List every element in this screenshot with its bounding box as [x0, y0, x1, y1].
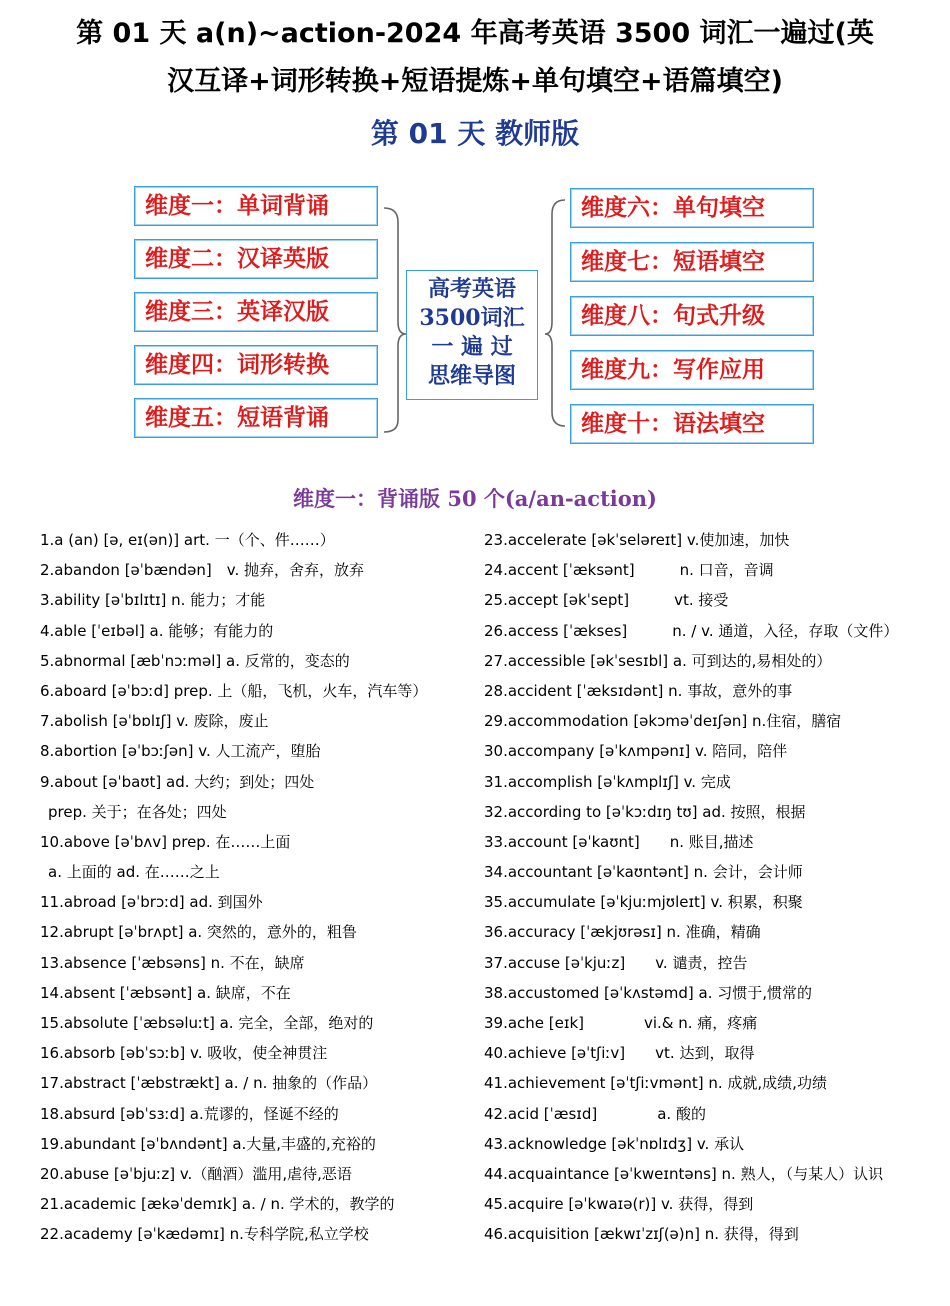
- vocab-entry: 46.acquisition [ækwɪˈzɪʃ(ə)n] n. 获得，得到: [484, 1225, 799, 1244]
- dimension-box-7: 维度七：短语填空: [570, 242, 814, 282]
- vocab-entry: 6.aboard [əˈbɔːd] prep. 上（船，飞机，火车，汽车等）: [40, 681, 428, 700]
- section-title: 维度一：背诵版 50 个(a/an-action): [293, 486, 657, 511]
- dimension-box-9: 维度九：写作应用: [570, 350, 814, 390]
- dimension-box-4: 维度四：词形转换: [134, 345, 378, 385]
- vocab-entry: 33.account [əˈkaʊnt] n. 账目,描述: [484, 832, 754, 851]
- vocab-entry: 30.accompany [əˈkʌmpənɪ] v. 陪同，陪伴: [484, 742, 788, 761]
- vocab-entry: 41.achievement [əˈtʃiːvmənt] n. 成就,成绩,功绩: [484, 1074, 827, 1093]
- vocab-entry: 20.abuse [əˈbjuːz] v.（酗酒）滥用,虐待,恶语: [40, 1164, 352, 1183]
- vocab-entry: 15.absolute [ˈæbsəluːt] a. 完全，全部，绝对的: [40, 1014, 374, 1032]
- vocab-entry: 24.accent [ˈæksənt] n. 口音，音调: [484, 561, 774, 580]
- vocab-entry: 2.abandon [əˈbændən] v. 抛弃，舍弃，放弃: [40, 561, 365, 580]
- vocab-entry: 23.accelerate [əkˈseləreɪt] v.使加速，加快: [484, 531, 790, 549]
- dimension-box-8: 维度八：句式升级: [570, 296, 814, 336]
- vocab-entry: 7.abolish [əˈbɒlɪʃ] v. 废除，废止: [40, 712, 269, 731]
- vocab-entry: 13.absence [ˈæbsəns] n. 不在，缺席: [40, 953, 305, 972]
- vocab-entry: 26.access [ˈækses] n. / v. 通道，入径，存取（文件）: [484, 621, 899, 640]
- vocab-entry: 43.acknowledge [əkˈnɒlɪdʒ] v. 承认: [484, 1134, 745, 1153]
- dimension-box-10: 维度十：语法填空: [570, 404, 814, 444]
- vocab-entry: 34.accountant [əˈkaʊntənt] n. 会计，会计师: [484, 863, 803, 882]
- vocab-entry: 37.accuse [əˈkjuːz] v. 谴责，控告: [484, 953, 748, 972]
- dimension-box-2: 维度二：汉译英版: [134, 239, 378, 279]
- center-line-1: 高考英语: [427, 276, 516, 302]
- mindmap-center: [406, 270, 538, 400]
- vocab-entry: 36.accuracy [ˈækjʊrəsɪ] n. 准确，精确: [484, 923, 761, 942]
- vocab-entry: 32.according to [əˈkɔːdɪŋ tʊ] ad. 按照，根据: [484, 802, 806, 821]
- vocab-entry: 22.academy [əˈkædəmɪ] n.专科学院,私立学校: [40, 1225, 369, 1244]
- vocab-column-left: [40, 525, 460, 1250]
- center-line-2: 3500词汇: [419, 305, 525, 331]
- vocab-entry: 14.absent [ˈæbsənt] a. 缺席，不在: [40, 983, 291, 1002]
- center-line-4: 思维导图: [427, 363, 516, 389]
- dimension-box-1: 维度一：单词背诵: [134, 186, 378, 226]
- vocab-entry: 16.absorb [əbˈsɔːb] v. 吸收，使全神贯注: [40, 1044, 328, 1063]
- vocab-entry: 21.academic [ækəˈdemɪk] a. / n. 学术的，教学的: [40, 1195, 395, 1214]
- vocab-entry: 40.achieve [əˈtʃiːv] vt. 达到，取得: [484, 1044, 755, 1063]
- vocab-entry: 8.abortion [əˈbɔːʃən] v. 人工流产，堕胎: [40, 742, 321, 761]
- center-line-3: 一 遍 过: [431, 334, 513, 360]
- vocab-entry: 28.accident [ˈæksɪdənt] n. 事故，意外的事: [484, 681, 793, 700]
- vocab-entry: 39.ache [eɪk] vi.& n. 痛，疼痛: [484, 1014, 758, 1032]
- dimension-box-6: 维度六：单句填空: [570, 188, 814, 228]
- vocab-entry: 25.accept [əkˈsept] vt. 接受: [484, 591, 729, 610]
- vocab-entry: 5.abnormal [æbˈnɔːməl] a. 反常的，变态的: [40, 651, 350, 670]
- vocab-entry: 29.accommodation [əkɔməˈdeɪʃən] n.住宿，膳宿: [484, 712, 842, 731]
- vocab-entry: 19.abundant [əˈbʌndənt] a.大量,丰盛的,充裕的: [40, 1134, 376, 1153]
- vocab-entry: 4.able [ˈeɪbəl] a. 能够；有能力的: [40, 621, 274, 640]
- vocab-entry: 27.accessible [əkˈsesɪbl] a. 可到达的,易相处的）: [484, 651, 832, 670]
- edition-subtitle: 第 01 天 教师版: [370, 117, 580, 150]
- dimension-box-3: 维度三：英译汉版: [134, 292, 378, 332]
- vocab-entry: 11.abroad [əˈbrɔːd] ad. 到国外: [40, 893, 263, 912]
- vocab-entry: 10.above [əˈbʌv] prep. 在……上面: [40, 832, 291, 851]
- vocab-entry-continuation: prep. 关于；在各处；四处: [48, 802, 227, 821]
- vocab-column-right: [484, 525, 944, 1250]
- vocab-entry: 9.about [əˈbaʊt] ad. 大约；到处；四处: [40, 772, 315, 791]
- vocab-entry: 35.accumulate [əˈkjuːmjʊleɪt] v. 积累，积聚: [484, 893, 803, 912]
- title-line-1: 第 01 天 a(n)~action-2024 年高考英语 3500 词汇一遍过(英: [76, 18, 874, 49]
- vocab-entry: 17.abstract [ˈæbstrækt] a. / n. 抽象的（作品）: [40, 1074, 378, 1093]
- vocab-entry: 31.accomplish [əˈkʌmplɪʃ] v. 完成: [484, 772, 731, 791]
- vocab-entry: 3.ability [əˈbɪlɪtɪ] n. 能力；才能: [40, 591, 266, 610]
- title-line-2: 汉互译+词形转换+短语提炼+单句填空+语篇填空): [167, 66, 783, 97]
- vocab-entry-continuation: a. 上面的 ad. 在……之上: [48, 863, 220, 882]
- vocab-entry: 18.absurd [əbˈsɜːd] a.荒谬的，怪诞不经的: [40, 1104, 339, 1123]
- dimension-box-5: 维度五：短语背诵: [134, 398, 378, 438]
- vocab-entry: 12.abrupt [əˈbrʌpt] a. 突然的，意外的，粗鲁: [40, 923, 357, 942]
- vocab-entry: 44.acquaintance [əˈkweɪntəns] n. 熟人，（与某人）认识: [484, 1164, 884, 1183]
- vocab-entry: 38.accustomed [əˈkʌstəmd] a. 习惯于,惯常的: [484, 983, 812, 1002]
- vocab-entry: 42.acid [ˈæsɪd] a. 酸的: [484, 1104, 706, 1123]
- vocab-entry: 1.a (an) [ə, eɪ(ən)] art. 一（个、件……）: [40, 531, 335, 549]
- vocab-entry: 45.acquire [əˈkwaɪə(r)] v. 获得，得到: [484, 1195, 754, 1214]
